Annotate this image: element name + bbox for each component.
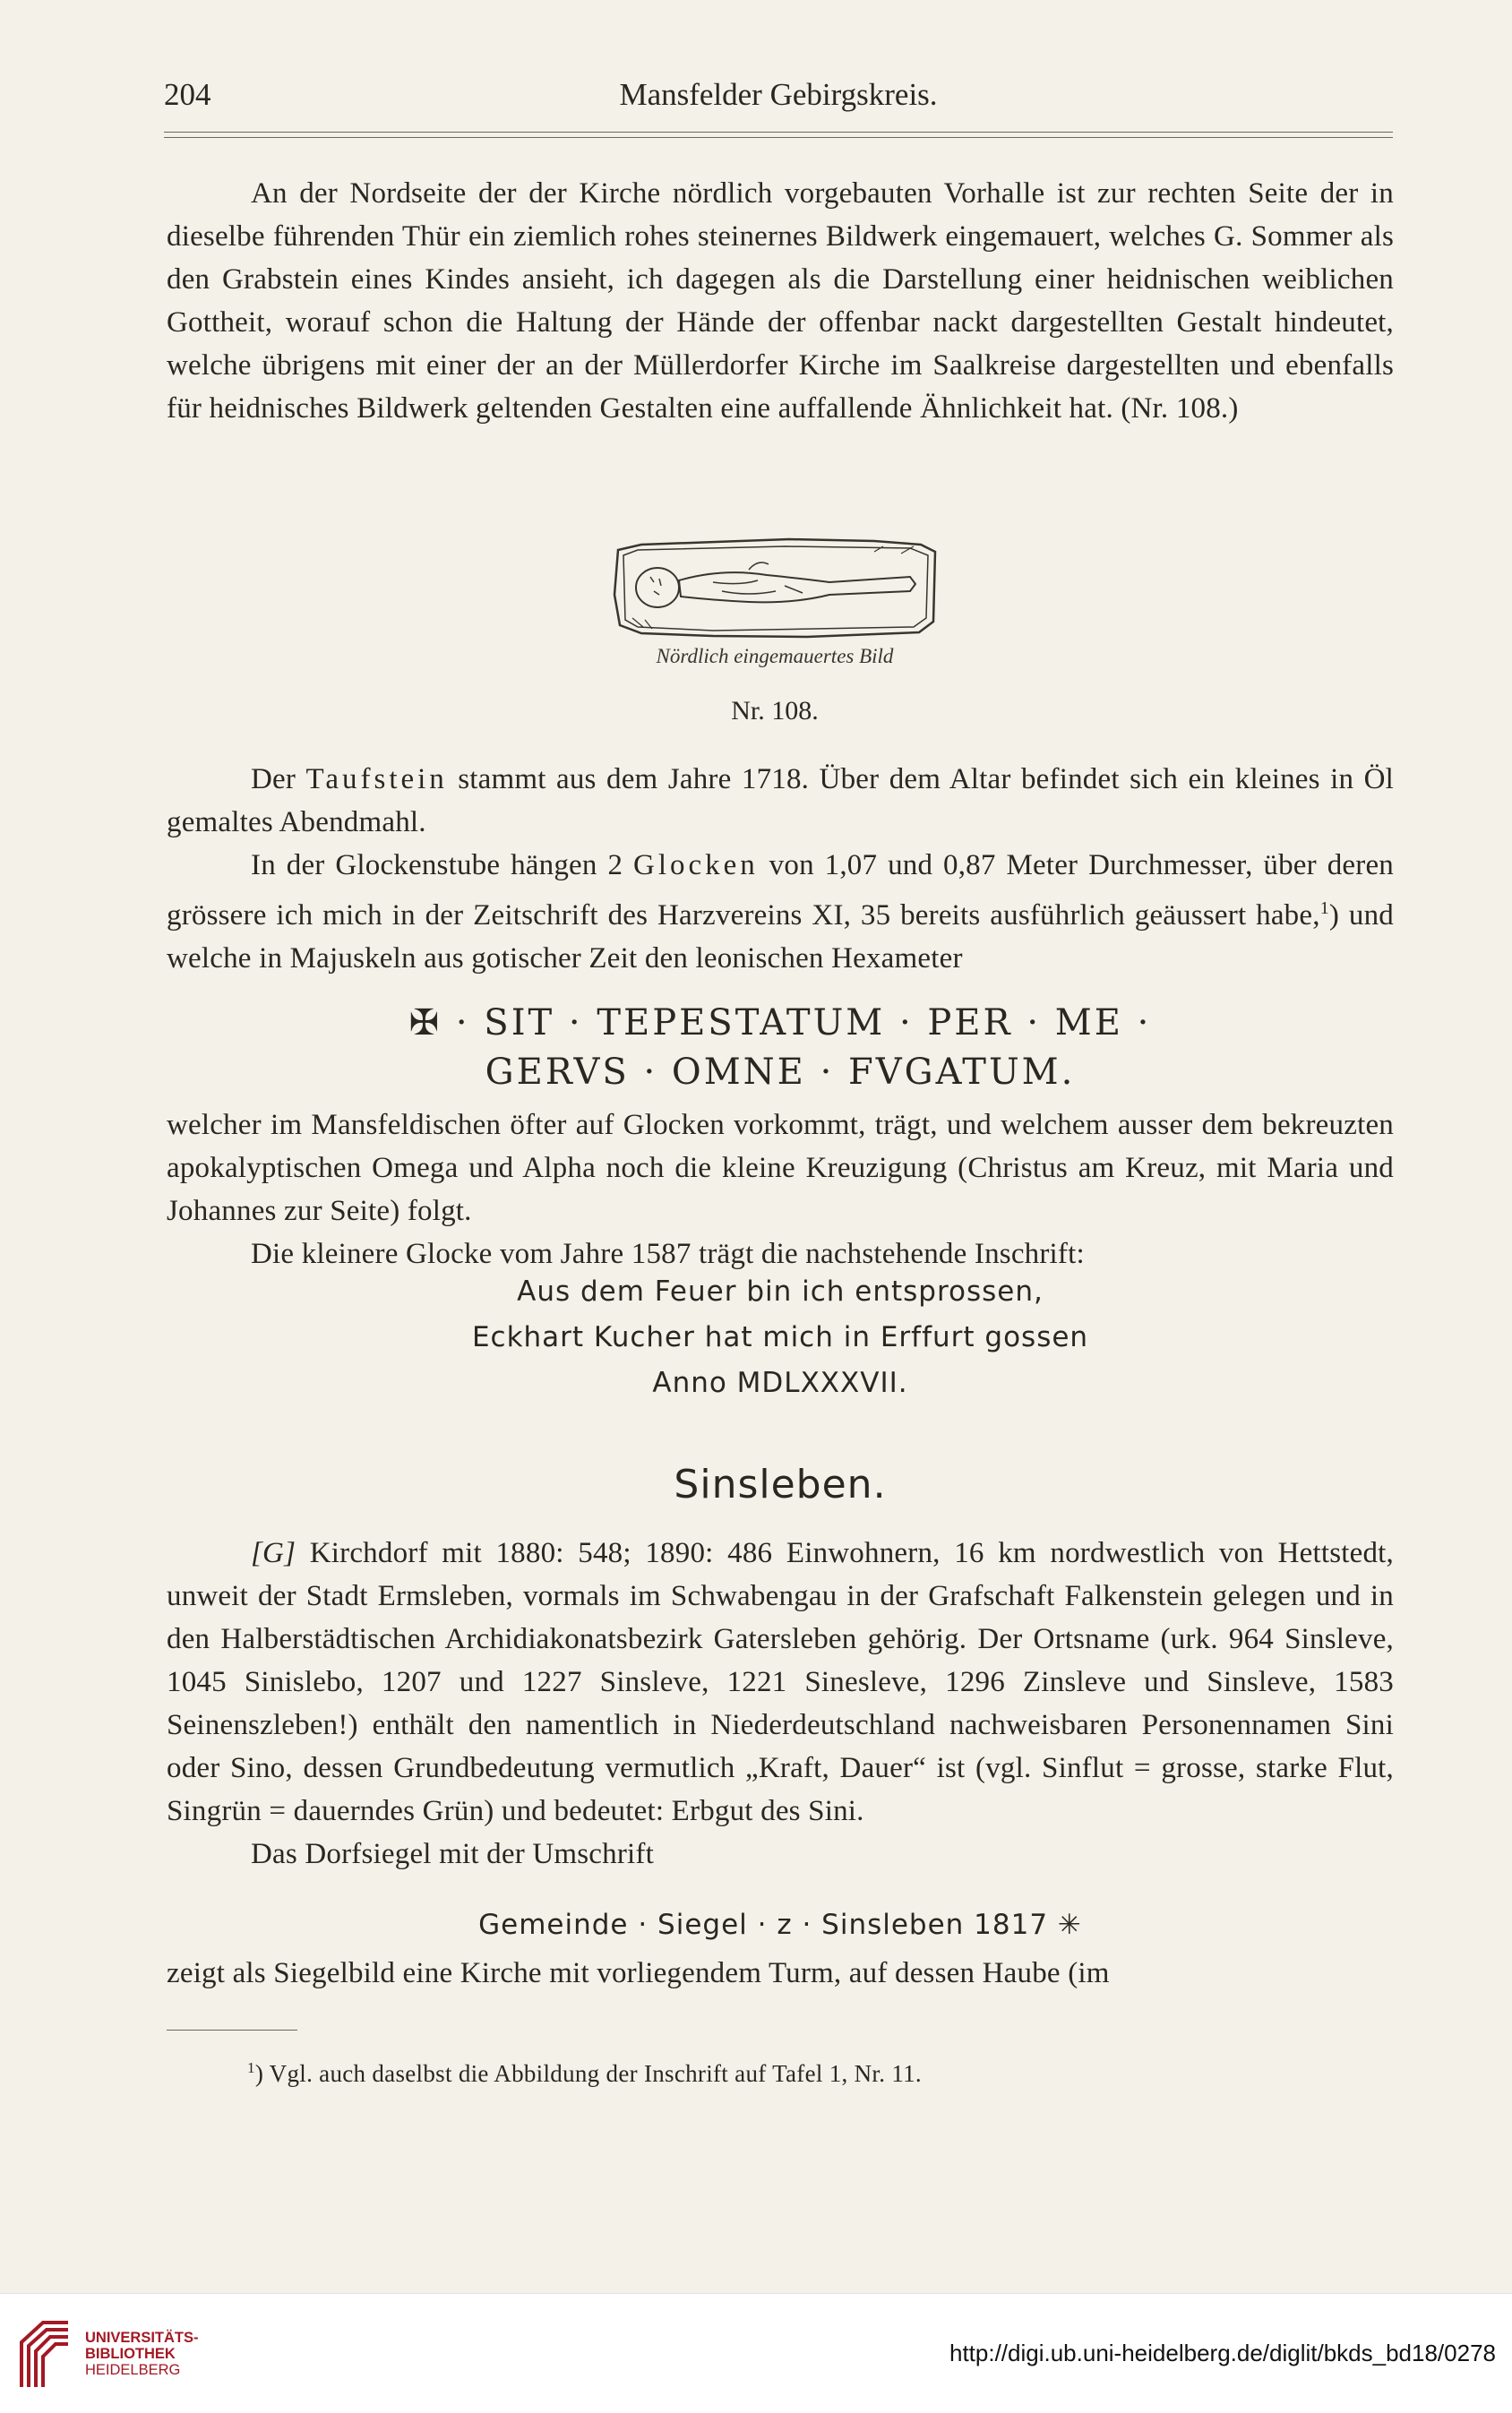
hexameter-inscription-line-1: ✠ · SIT · TEPESTATUM · PER · ME · xyxy=(408,1002,1152,1043)
bell-inscription-line-1: Aus dem Feuer bin ich entsprossen, xyxy=(517,1275,1044,1308)
source-mark: [G] xyxy=(251,1537,296,1569)
paragraph-sinsleben: [G] Kirchdorf mit 1880: 548; 1890: 486 Einwohnern, 16 km nordwestlich von Hettstedt, unweit der Stadt Ermsleben, vormals im Schwabengau in der Grafschaft Falkenstein gelegen und in den Halberstädtischen Archidiakonatsbezirk Gatersleben gehörig. Der Ortsname (urk. 964 Sinsleve, 1045 Sinislebo, 1207 und 1227 Sinsleve, 1221 Sinesleve, 1296 Zinsleve und Sinsleve, 1583 Seinenszleben!) enthält den namentlich in Niederdeutschland nachweisbaren Personennamen Sini oder Sino, dessen Grundbedeutung vermutlich „Kraft, Dauer“ ist (vgl. Sinflut = grosse, starke Flut, Singrün = dauerndes Grün) und bedeutet: Erbgut des Sini. Das Dorfsiegel mit der Umschrift xyxy=(167,1537,1394,1870)
footnote-ref: 1 xyxy=(1319,898,1329,918)
library-name: UNIVERSITÄTS- BIBLIOTHEK HEIDELBERG xyxy=(85,2330,199,2378)
footnote-mark: 1 xyxy=(247,2059,255,2076)
stone-relief-figure xyxy=(606,532,942,645)
paragraph-nordseite: An der Nordseite der der Kirche nördlich vorgebauten Vorhalle ist zur rechten Seite der in dieselbe führenden Thür ein ziemlich rohes steinernes Bildwerk eingemauert, welches G. Sommer als den Grabstein eines Kindes ansieht, ich dagegen als die Darstellung einer heidnischen weiblichen Gottheit, worauf schon die Haltung der Hände der offenbar nackt dargestellten Gestalt hindeutet, welche übrigens mit einer der an der Müllerdorfer Kirche im Saalkreise dargestellten und ebenfalls für heidnisches Bildwerk geltenden Gestalten eine auffallende Ähnlichkeit hat. (Nr. 108.) xyxy=(167,177,1394,425)
header-rule-double xyxy=(164,137,1393,138)
figure-number: Nr. 108. xyxy=(731,696,819,726)
spaced-term: Taufstein xyxy=(305,763,448,795)
paragraph-siegelbild: zeigt als Siegelbild eine Kirche mit vorliegendem Turm, auf dessen Haube (im xyxy=(167,1957,1110,1989)
paragraph-mansfeldischen: welcher im Mansfeldischen öfter auf Glocken vorkommt, trägt, und welchem ausser dem bekreuzten apokalyptischen Omega und Alpha noch die kleine Kreuzigung (Christus am Kreuz, mit Maria und Johannes zur Seite) folgt. Die kleinere Glocke vom Jahre 1587 trägt die nachstehende Inschrift: xyxy=(167,1109,1394,1270)
figure-caption: Nördlich eingemauertes Bild xyxy=(656,645,894,667)
page-number: 204 xyxy=(164,77,211,112)
paragraph-taufstein-glocken: Der Taufstein stammt aus dem Jahre 1718. Über dem Altar befindet sich ein kleines in Öl gemaltes Abendmahl. In der Glockenstube hängen 2 Glocken von 1,07 und 0,87 Meter Durchmesser, über deren grössere ich mich in der Zeitschrift des Harzvereins XI, 35 bereits ausführlich geäussert habe,$^1$) und welche in Majuskeln aus gotischer Zeit den leonischen Hexameter xyxy=(167,763,1394,975)
seal-inscription: Gemeinde · Siegel · z · Sinsleben 1817 ✳ xyxy=(478,1909,1082,1941)
running-title: Mansfelder Gebirgskreis. xyxy=(619,77,938,112)
footnote-rule xyxy=(167,2030,297,2031)
page-header xyxy=(164,77,1393,122)
section-title: Sinsleben. xyxy=(674,1462,887,1507)
spaced-term: Glocken xyxy=(633,849,759,881)
permalink-url[interactable]: http://digi.ub.uni-heidelberg.de/diglit/bkds_bd18/0278 xyxy=(949,2340,1496,2366)
hexameter-inscription-line-2: GERVS · OMNE · FVGATUM. xyxy=(485,1052,1076,1093)
footnote: $^1$) Vgl. auch daselbst die Abbildung der Inschrift auf Tafel 1, Nr. 11. xyxy=(247,2059,922,2087)
bell-inscription-line-2: Eckhart Kucher hat mich in Erffurt gossen xyxy=(471,1321,1089,1353)
university-library-logo-icon xyxy=(16,2315,75,2391)
bell-inscription-line-3: Anno MDLXXXVII. xyxy=(652,1367,908,1399)
header-rule xyxy=(164,132,1393,133)
